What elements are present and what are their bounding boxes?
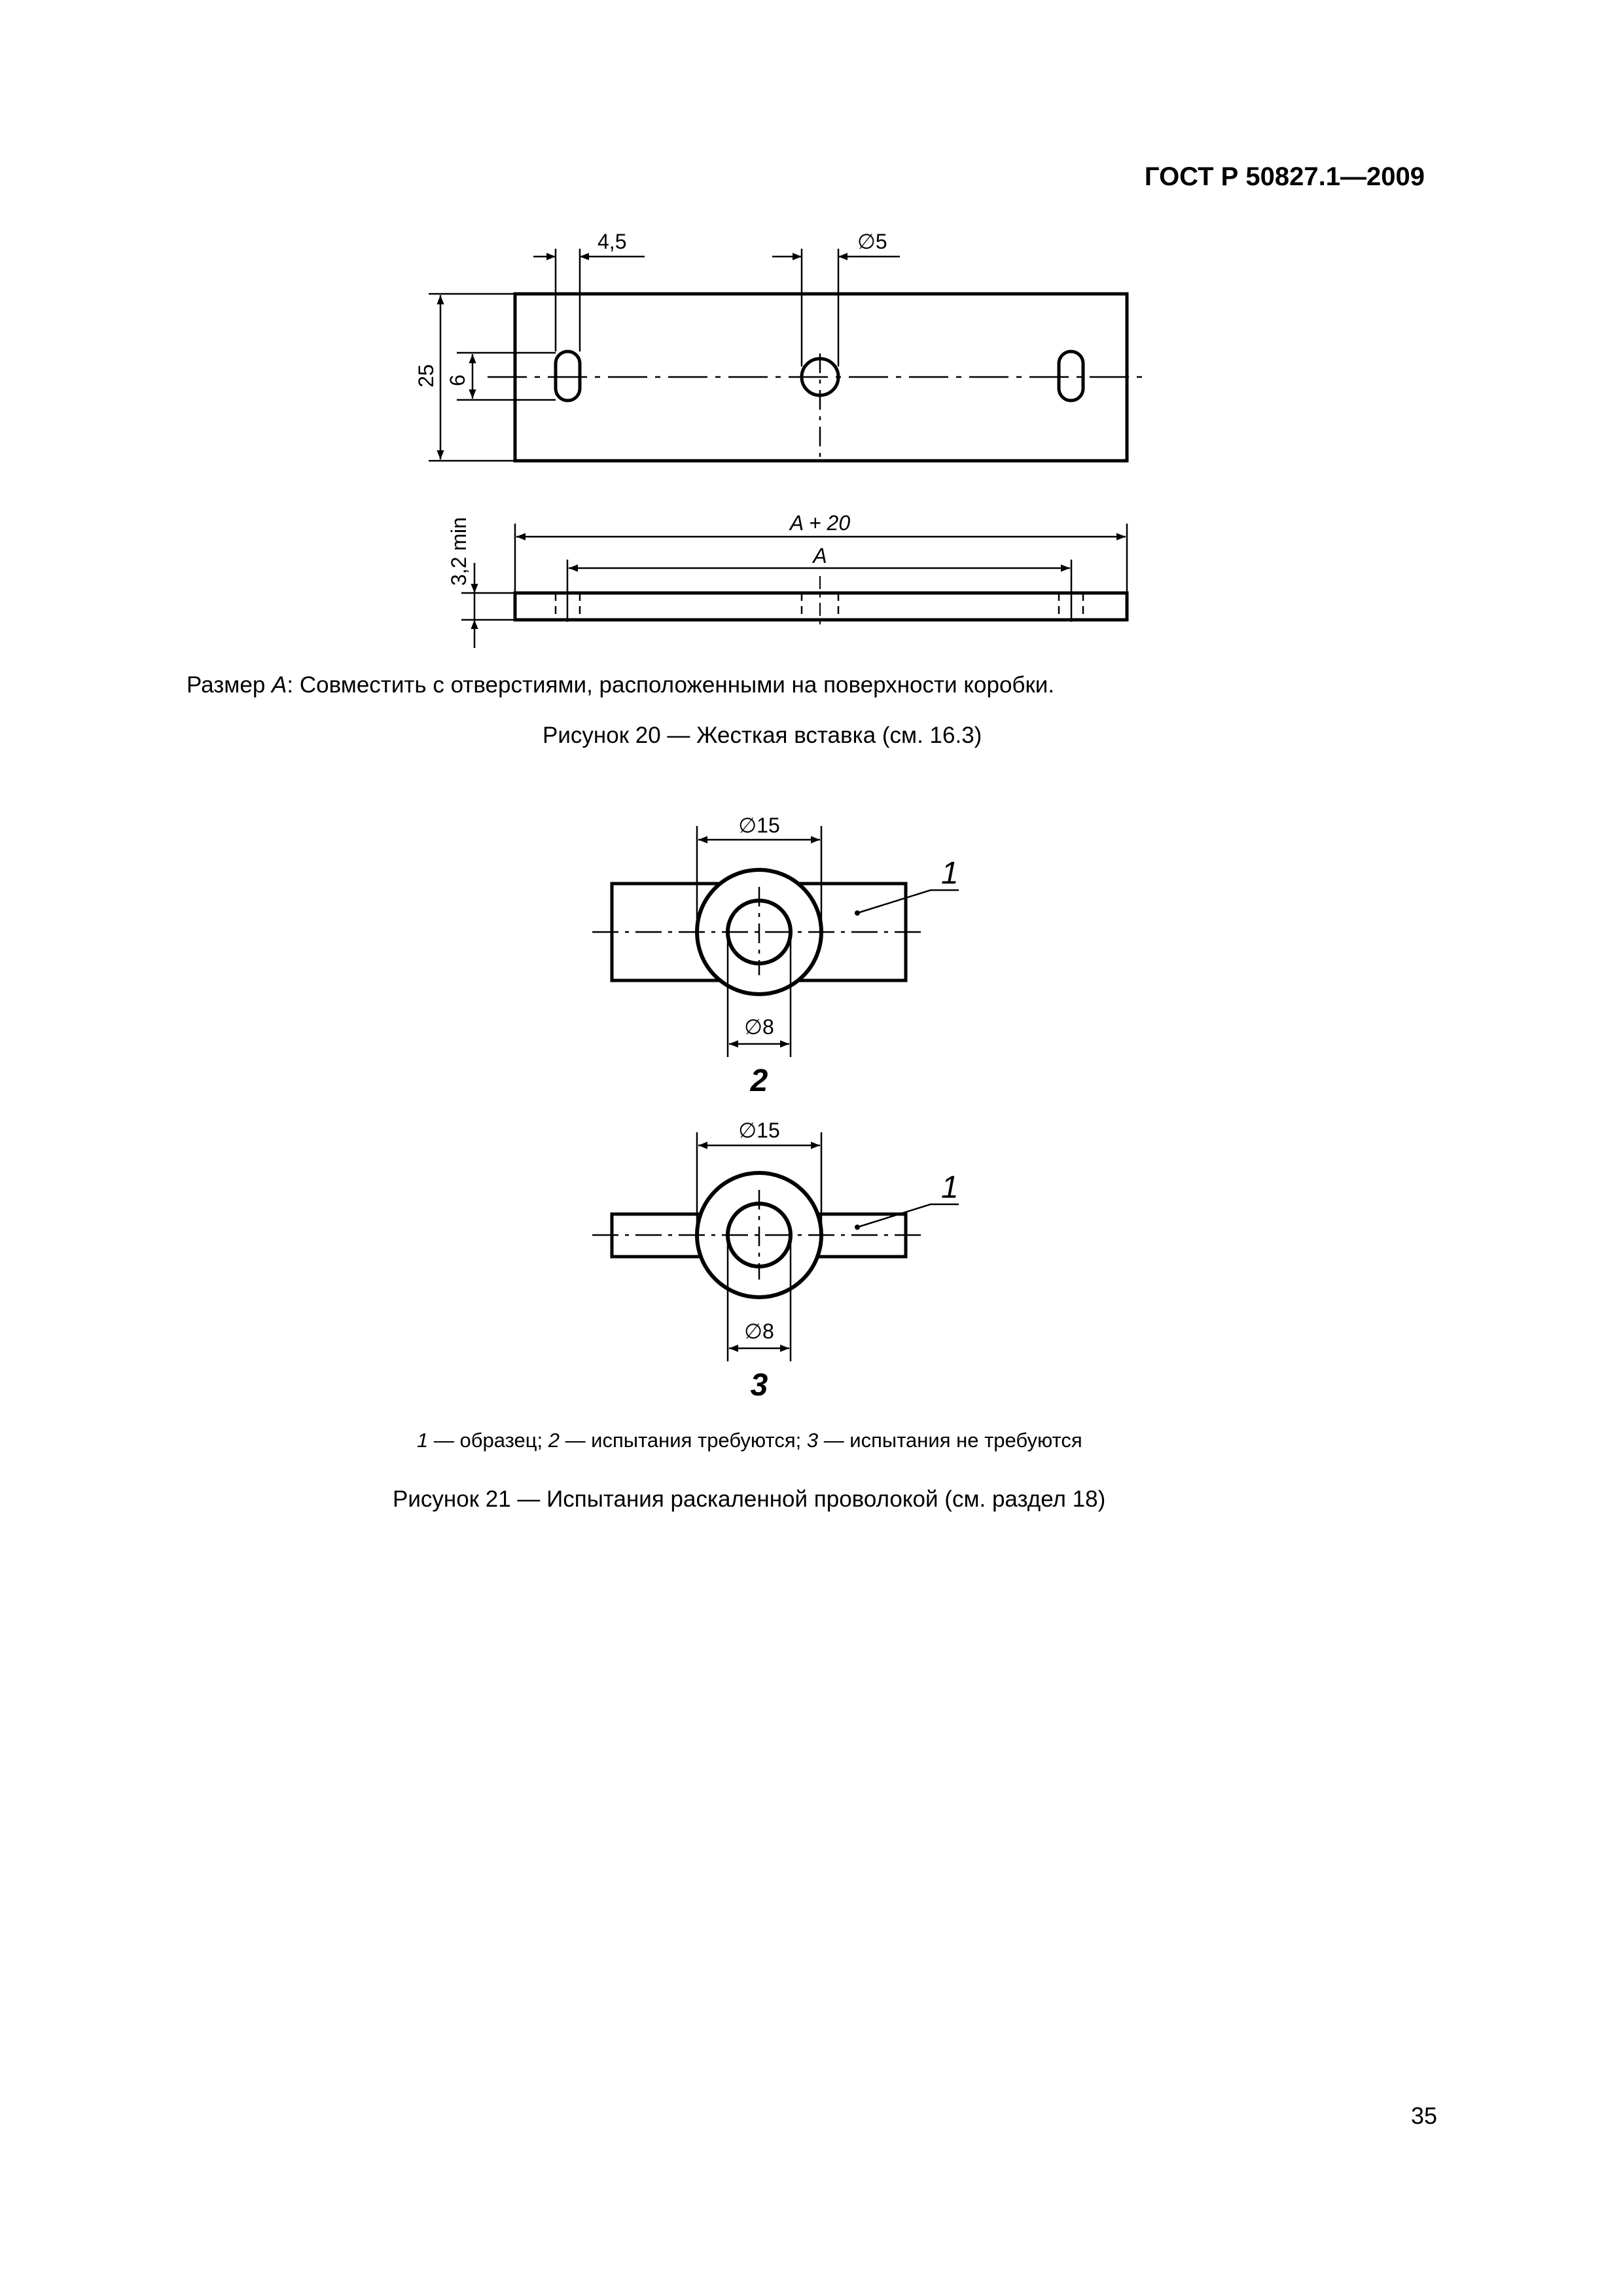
dim-slot-length-label: 6 <box>446 374 469 386</box>
dim-thickness-label: 3,2 min <box>447 517 471 586</box>
page-number: 35 <box>1411 2102 1438 2129</box>
figure21-view-2 <box>592 826 959 1057</box>
insert-side-outline <box>515 593 1127 620</box>
figure20-top-view <box>429 249 1142 461</box>
figure20-side-view <box>461 524 1127 648</box>
left-slot <box>556 351 580 401</box>
figure20-note: Размер A: Совместить с отверстиями, расположенными на поверхности коробки. <box>187 672 1055 698</box>
dim-slot-width-label: 4,5 <box>597 230 627 253</box>
dim-height-label: 25 <box>414 364 438 387</box>
view-label: 2 <box>750 1064 768 1098</box>
dim-overall-length-label: A + 20 <box>789 511 851 535</box>
figure21-view-3 <box>592 1132 959 1361</box>
document-header: ГОСТ Р 50827.1—2009 <box>1144 162 1425 191</box>
callout-leader <box>857 890 959 913</box>
callout-number: 1 <box>941 856 959 891</box>
inner-dia-label: ∅8 <box>744 1319 774 1343</box>
dim-hole-spacing-label: A <box>813 544 827 567</box>
right-slot <box>1059 351 1083 401</box>
outer-dia-label: ∅15 <box>738 814 780 837</box>
outer-dia-label: ∅15 <box>738 1119 780 1142</box>
figure21-legend: 1 — образец; 2 — испытания требуются; 3 — испытания не требуются <box>417 1429 1082 1452</box>
figure21-caption: Рисунок 21 — Испытания раскаленной проволокой (см. раздел 18) <box>393 1486 1106 1512</box>
callout-number: 1 <box>941 1170 959 1205</box>
inner-dia-label: ∅8 <box>744 1015 774 1039</box>
dim-hole-label: ∅5 <box>857 230 887 253</box>
figure20-caption: Рисунок 20 — Жесткая вставка (см. 16.3) <box>543 723 982 748</box>
view-label: 3 <box>750 1368 768 1403</box>
